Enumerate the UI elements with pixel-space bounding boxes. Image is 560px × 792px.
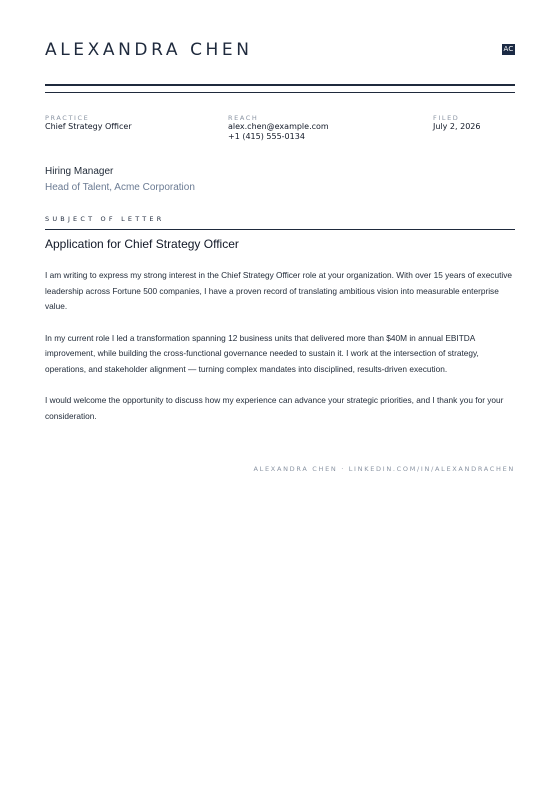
recipient-org: Head of Talent, Acme Corporation [45, 182, 195, 193]
recipient-name: Hiring Manager [45, 166, 114, 177]
meta-practice-label: PRACTICE [45, 114, 90, 122]
email-link[interactable]: alex.chen@example.com [228, 122, 329, 131]
header-rule-thin [45, 92, 515, 93]
sender-name: ALEXANDRA CHEN [45, 40, 253, 60]
cover-letter-page [45, 0, 515, 473]
meta-filed-date: July 2, 2026 [433, 122, 481, 131]
body-paragraph: In my current role I led a transformation spanning 12 business units that delivered more than $40M in annual EBITDA improvement, while building the cross-functional governance needed to sustain it. I work at the intersection of strategy, operations, and stakeholder alignment — turning complex mandates into disciplined, results-driven execution. [45, 332, 479, 375]
body-paragraph: I am writing to express my strong interest in the Chief Strategy Officer role at your organization. With over 15 years of executive leadership across Fortune 500 companies, I have a proven record of translating ambitious vision into measurable enterprise value. [45, 270, 512, 312]
letterhead [45, 0, 515, 84]
subject-title: Application for Chief Strategy Officer [45, 237, 239, 251]
meta-reach [228, 114, 329, 141]
recipient-block [45, 166, 195, 194]
meta-filed [433, 114, 480, 132]
meta-practice-value: Chief Strategy Officer [45, 122, 132, 131]
body-paragraph: I would welcome the opportunity to discuss how my experience can advance your strategic priorities, and I thank you for your consideration. [45, 395, 504, 421]
meta-practice [45, 114, 132, 132]
meta-reach-label: REACH [228, 114, 259, 122]
footer-signature: ALEXANDRA CHEN · LINKEDIN.COM/IN/ALEXANDRACHEN [253, 465, 515, 473]
meta-row [45, 114, 515, 144]
meta-filed-label: FILED [433, 114, 460, 122]
header-rule-thick [45, 84, 515, 86]
phone-number: +1 (415) 555-0134 [228, 131, 305, 141]
monogram-badge: AC [503, 45, 514, 53]
letter-body [45, 268, 517, 440]
subject-label: SUBJECT OF LETTER [45, 215, 165, 223]
subject-rule [45, 229, 515, 230]
